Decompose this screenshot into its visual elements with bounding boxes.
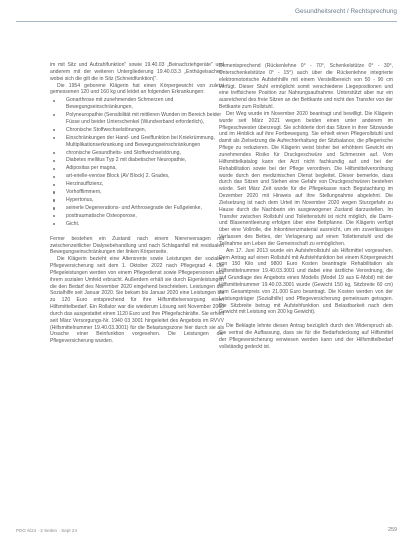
section-title: Gesundheitsrecht / Rechtsprechung	[295, 8, 397, 15]
list-item: chronische Gesundheits- und Stoffwechselstörung,	[50, 150, 224, 157]
paragraph: Die Beklagte lehnte diesen Antrag bezüglich durch den Widerspruch ab. Sie vertrat die Auffassung, dass sie für die Bedarfsdeckung auf Hilfsmittel der Pflegeversicherung verwiesen werden kann und der Hilfsmittelbedarf vollständig gedeckt ist.	[219, 323, 393, 350]
list-item: Diabetes mellitus Typ 2 mit diabetischer Neuropathie,	[50, 157, 224, 164]
list-item: Herzinsuffizienz,	[50, 181, 224, 188]
page-number: 259	[388, 527, 397, 533]
paragraph: Am 17. Juni 2013 wurde ein Aufstehrollstuhl als Hilfsmittel vorgesehen. Dem Antrag auf einen Rollstuhl mit Aufstehfunktion bei einem Körpergewicht von 150 Kilo und 9800 Euro Kosten beantragte Rehabilitation als Hilfsmittelnummer 19.40.03.3001 und dabei eine ärztliche Verordnung, die auf Grundlage des Angebots eines Modells (Model 19 aus E-Mobil) mit der Hilfsmittelnummer 19.40.03.3001 wurde (Gewicht 150 kg, Sitzbreite 60 cm) zum Gesamtpreis von 21.000 Euro beantragt. Die Kosten werden von der Leistungsträger (Sozialhilfe) und Pflegeversicherung gemeinsam getragen. Die Sitzbreite betrug mit Aufstehfunktion und Belastbarkeit nach dem Gewicht mit Leistung von 200 kg Gewicht).	[219, 247, 393, 316]
list-item: Chronische Stoffwechselstörungen,	[50, 127, 224, 134]
page-header	[0, 0, 413, 20]
list-item: seinerle Degenerations- und Arthrosegrade der Fußgelenke,	[50, 205, 224, 212]
list-item: Vorhofflimmern,	[50, 189, 224, 196]
header-rule	[16, 21, 397, 22]
footer-journal-ref: PDG 6/24 · 2 Seiten · Sept 24	[16, 528, 78, 533]
paragraph: Der Weg wurde im November 2020 beantragt und bewilligt. Die Klägerin wurde seit März 2021 wegen beiden einen unter anderem im Pflegeschwester überzeugt. Sie schilderte dort das Sitzen in ihrer Sitzwunde und im Hinblick auf ihre Fortbewegung. Sie erhielt einen Pflegerollstuhl und damit als Zielsetzung die Aufrechterhaltung der Sitzbalance, die pflegerische Pflege zu reduzieren. Die Klägerin weist bisher bei erhöhtem Gewicht ein zunehmendes Risiko für Druckgeschwüre und Schmerzen auf. Vom Hilfsmittelkatalog kann der Arzt nicht fachkundig auf und bei der Rehabilitation sowie bei der Pflege verordnen. Die Hilfsmittelverordnung wurde durch den medizinischen Dienst begleitet. Dieser bemerkte, dass durch das Sitzen und Stehen eine Gefahr von Druckgeschwüren bestehen würde. Seit März Zeit wurde für die Pflegekasse nach Begutachtung im Dezember 2020 mit Hinweis auf ihre Stellungnahme abgelehnt. Die Zielsetzung ist nach dem Urteil im November 2020 wegen Sturzgefahr zu Hause durch die Nachbarin ein ausgewogener Zustand darzustellen. Im Transfer zwischen Rollstuhl und Toilettenstuhl ist nicht möglich, die Darm- und Blasenentleerung erfolgen über eine Bettpfanne. Die Klägerin verfügt über eine Vollrolle, die Inkontinenzmaterial ausreicht, um ein zuverlässiges Verlassen des Bettes, der Verlagerung auf einen Toilettenstuhl und die Teilnahme am Leben der Gemeinschaft zu ermöglichen.	[219, 110, 393, 247]
left-column	[50, 62, 224, 345]
paragraph: Die Klägerin bezieht eine Altersrente sowie Leistungen der sozialen Pflegeversicherung seit dem 1. Oktober 2022 nach Pflegegrad 4. Die Pflegeleistungen werden von einem Pflegedienst sowie Pflegepersonen aus ihrem sozialen Umfeld erbracht. Außerdem erhält sie durch Eigenleistungen die den Bedarf des November 2020 eingehend beschrieben. Leistungen der Sozialhilfe seit Januar 2020. Sie bekam bis Januar 2020 eine Leistungen bis zu 120 Euro entsprechend für ihre Hilfsmittelversorgung einen Hilfsmittelbedarf. Ein Rollator war die wiederum Lösung seit November 2000 durch das ausgestattet einen 1120 Euro und Ihre Pflegefachkräfte. Sie erhielt seit März Versorgungs-Nr. 1940 03 3001 hingeleitet des Angebots im RVVV (Hilfsmittelnummer 19.40.03.3001) für die Belastungszone hier durch sie als Ursache einer Beinfunktion vorgesehen. Die Leistungen der Pflegeversicherung wurden.	[50, 256, 224, 345]
paragraph: Die 1954 geborene Klägerin hat einen Körpergewicht von zuletzt gemessenen 120 und 160 kg und leidet an folgenden Erkrankungen:	[50, 82, 224, 96]
list-item: Einschränkungen der Hand- und Greiffunktion bei Kniekrümmung, Multiplikationserkrankung und Bewegungseinschränkungen	[50, 135, 224, 149]
list-item: Polyneuropathie (Sensibilität mit mittleren Wunden im Bereich beider Füsse und beider Unterschenkel (Wundverband erforderlich),	[50, 112, 224, 126]
condition-list	[50, 97, 224, 228]
paragraph: Ferner bestehen ein Zustand nach einem Nierenversagen mit zwischenzeitlicher Dialysebehandlung und nach Schlaganfall mit residualen Bewegungseinschränkungen der linken Körperseite.	[50, 235, 224, 256]
list-item: art-erielle-venöse Block (AV Block) 2. Grades,	[50, 173, 224, 180]
list-item: Gicht.	[50, 221, 224, 228]
list-item: Adipositas per magna,	[50, 165, 224, 172]
right-column	[219, 63, 393, 350]
paragraph: Dementsprechend (Rückenlehne 0° - 70°, Schenkelstütze 0° - 30°, Unterschenkelstütze 0° - 15°) auch über die Rückenlehne integrierte elektromotorische Aufstehhilfe mit einem Verstellbereich von 50 - 90 cm verfügt. Dieser Stuhl ermöglicht somit verschiedene Liegepositionen und eine treffsichere Position zur Nahrungsaufnahme. Unterstützt aber nur ein ausreichend des freie Sitzen an der Bettkante und nicht den Transfer von der Bettkante zum Rollstuhl.	[219, 63, 393, 111]
paragraph: im mit Sitz und Aufzahlfunktion" sowie 19.40.03 „Beinachziehgeräte" und anderem mit der weiteren Untergliederung 19.40.03.3 „Enthügelsachen, wobei sich die gilt die in Sitz (Schneidfunktion)".	[50, 62, 224, 82]
list-item: Gonarthrose mit zunehmenden Schmerzen und Bewegungseinschränkungen,	[50, 97, 224, 111]
list-item: Hypertonus,	[50, 197, 224, 204]
list-item: posttraumatische Osteoporose,	[50, 213, 224, 220]
